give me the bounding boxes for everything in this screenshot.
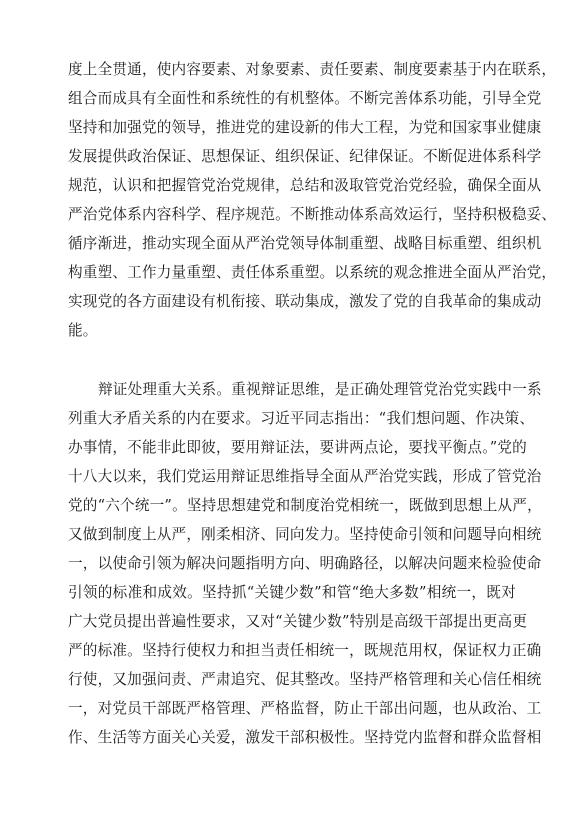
paragraph-2-line-9: 广大党员提出普遍性要求，又对“关键少数”特别是高级干部提出更高更: [68, 613, 528, 630]
paragraph-1-line-5: 规范，认识和把握管党治党规律，总结和汲取管党治党经验，确保全面从: [68, 177, 542, 194]
paragraph-1-line-7: 循序渐进，推动实现全面从严治党领导体制重塑、战略目标重塑、组织机: [68, 235, 542, 252]
paragraph-2-line-10: 严的标准。坚持行使权力和担当责任相统一，既规范用权，保证权力正确: [68, 642, 542, 659]
paragraph-1-line-2: 组合而成具有全面性和系统性的有机整体。不断完善体系功能，引导全党: [68, 90, 542, 107]
paragraph-2-line-7: 一，以使命引领为解决问题指明方向、明确路径，以解决问题来检验使命: [68, 555, 542, 572]
paragraph-1-line-1: 度上全贯通，使内容要素、对象要素、责任要素、制度要素基于内在联系，: [68, 61, 557, 78]
paragraph-2-line-1: 辩证处理重大关系。重视辩证思维，是正确处理管党治党实践中一系: [98, 381, 542, 398]
paragraph-2-line-11: 行使，又加强问责、严肃追究、促其整改。坚持严格管理和关心信任相统: [68, 671, 542, 688]
paragraph-2-line-2: 列重大矛盾关系的内在要求。习近平同志指出：“我们想问题、作决策、: [68, 410, 535, 427]
paragraph-2-line-13: 作、生活等方面关心关爱，激发干部积极性。坚持党内监督和群众监督相: [68, 729, 542, 746]
paragraph-1-line-8: 构重塑、工作力量重塑、责任体系重塑。以系统的观念推进全面从严治党，: [68, 264, 557, 281]
paragraph-1-line-9: 实现党的各方面建设有机衔接、联动集成，激发了党的自我革命的集成动: [68, 293, 542, 310]
paragraph-2-line-4: 十八大以来，我们党运用辩证思维指导全面从严治党实践，形成了管党治: [68, 468, 542, 485]
paragraph-2-line-5: 党的“六个统一”。坚持思想建党和制度治党相统一，既做到思想上从严，: [68, 497, 542, 514]
paragraph-1-line-6: 严治党体系内容科学、程序规范。不断推动体系高效运行，坚持积极稳妥、: [68, 206, 557, 223]
paragraph-1-line-4: 发展提供政治保证、思想保证、组织保证、纪律保证。不断促进体系科学: [68, 148, 542, 165]
paragraph-1-line-10: 能。: [68, 322, 98, 339]
paragraph-2-line-6: 又做到制度上从严，刚柔相济、同向发力。坚持使命引领和问题导向相统: [68, 526, 542, 543]
paragraph-2-line-12: 一，对党员干部既严格管理、严格监督，防止干部出问题，也从政治、工: [68, 700, 542, 717]
paragraph-2-line-3: 办事情，不能非此即彼，要用辩证法，要讲两点论，要找平衡点。”党的: [68, 439, 527, 456]
paragraph-1-line-3: 坚持和加强党的领导，推进党的建设新的伟大工程，为党和国家事业健康: [68, 119, 542, 136]
paragraph-2-line-8: 引领的标准和成效。坚持抓“关键少数”和管“绝大多数”相统一，既对: [68, 584, 516, 601]
